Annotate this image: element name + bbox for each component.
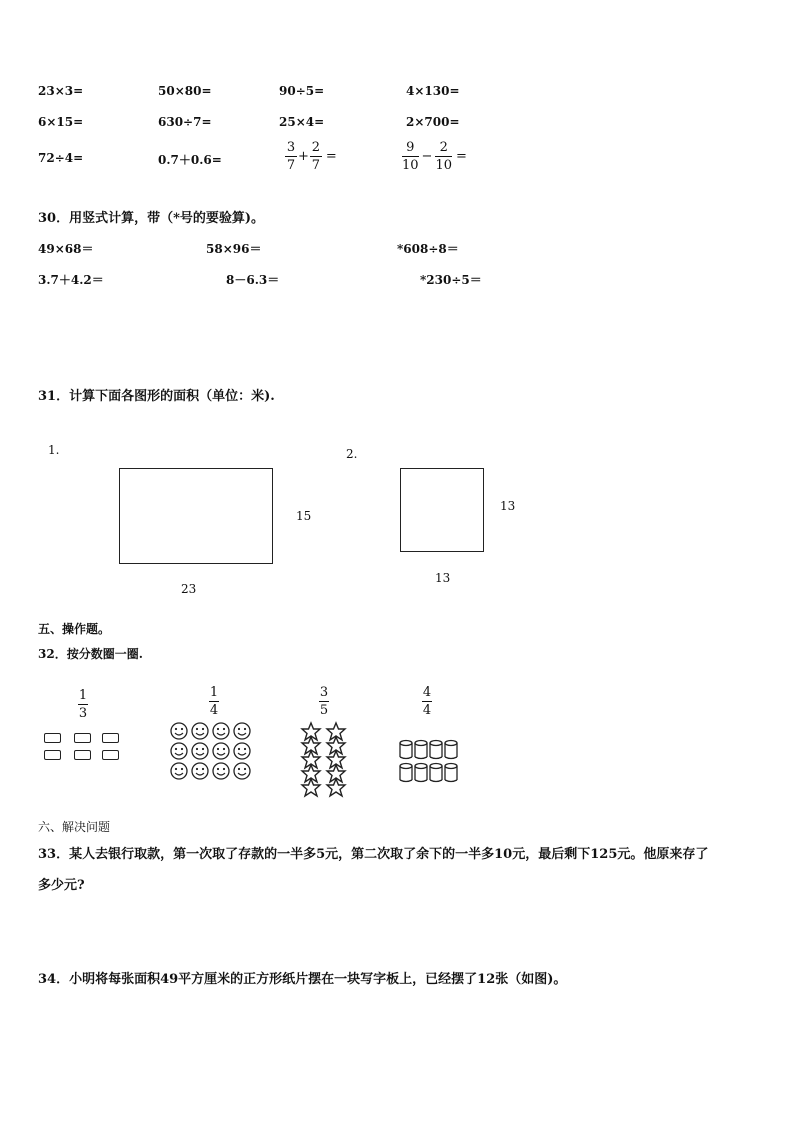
denominator: 5 — [319, 703, 329, 718]
rectangle-icon — [44, 733, 61, 743]
denominator: 7 — [311, 158, 321, 173]
cylinder-icon — [445, 741, 457, 759]
dimension-label: 23 — [181, 582, 197, 596]
section-heading: 五、操作题。 — [38, 622, 111, 636]
numerator: 3 — [286, 140, 296, 155]
smiley-icon — [192, 763, 208, 779]
calc-item: 72÷4= — [38, 151, 84, 165]
rectangle-icon — [74, 750, 91, 760]
fraction-label — [319, 685, 329, 718]
numerator: 9 — [406, 140, 415, 155]
equals: = — [325, 149, 337, 164]
smiley-icon — [234, 723, 250, 739]
calc-item: 58×96＝ — [206, 242, 262, 256]
dimension-label: 15 — [296, 509, 312, 523]
cylinder-icon — [400, 741, 412, 759]
smiley-icon — [192, 743, 208, 759]
calc-item: 0.7＋0.6= — [158, 153, 222, 167]
smiley-icon — [234, 763, 250, 779]
smiley-icon — [171, 763, 187, 779]
smiley-icon — [213, 743, 229, 759]
square-figure — [400, 468, 484, 552]
cylinder-icon — [415, 764, 427, 782]
calc-item: 3.7＋4.2＝ — [38, 273, 104, 287]
fraction-expression-2 — [401, 140, 467, 173]
numerator: 3 — [319, 685, 329, 700]
smiley-group — [168, 720, 254, 782]
figure-label: 1. — [48, 443, 60, 457]
question-title: 32．按分数圈一圈. — [38, 647, 143, 661]
fraction-label — [422, 685, 432, 718]
fraction-label — [78, 688, 88, 721]
calc-item: 25×4= — [279, 115, 325, 129]
numerator: 2 — [311, 140, 321, 155]
smiley-icon — [213, 763, 229, 779]
calc-item: 630÷7= — [158, 115, 212, 129]
fraction — [435, 140, 452, 173]
numerator: 4 — [422, 685, 432, 700]
numerator: 1 — [78, 688, 88, 703]
fraction-expression-1 — [284, 140, 337, 173]
fraction — [285, 140, 297, 173]
fraction — [310, 140, 322, 173]
question-text: 34．小明将每张面积49平方厘米的正方形纸片摆在一块写字板上，已经摆了12张（如图)。 — [38, 972, 567, 987]
cylinder-icon — [400, 764, 412, 782]
denominator: 3 — [78, 706, 88, 721]
calc-item: 49×68＝ — [38, 242, 94, 256]
operator: − — [421, 149, 433, 164]
cylinder-icon — [430, 764, 442, 782]
fraction — [402, 140, 419, 173]
question-title: 30．用竖式计算，带（*号的要验算)。 — [38, 211, 265, 226]
calc-item: 8－6.3＝ — [226, 273, 280, 287]
denominator: 4 — [422, 703, 432, 718]
calc-item: *230÷5＝ — [420, 273, 482, 287]
calc-item: 50×80= — [158, 84, 212, 98]
rectangle-icon — [74, 733, 91, 743]
dimension-label: 13 — [500, 499, 516, 513]
cylinder-group — [397, 738, 463, 786]
rectangle-icon — [44, 750, 61, 760]
cylinder-icon — [445, 764, 457, 782]
denominator: 10 — [435, 158, 452, 173]
section-heading: 六、解决问题 — [38, 820, 111, 834]
denominator: 4 — [209, 703, 219, 718]
star-group — [297, 722, 353, 798]
smiley-icon — [234, 743, 250, 759]
denominator: 7 — [286, 158, 296, 173]
smiley-icon — [192, 723, 208, 739]
calc-item: 6×15= — [38, 115, 84, 129]
calc-item: *608÷8＝ — [397, 242, 459, 256]
rectangle-figure — [119, 468, 273, 564]
smiley-icon — [171, 723, 187, 739]
figure-label: 2. — [346, 447, 358, 461]
question-text: 33．某人去银行取款，第一次取了存款的一半多5元，第二次取了余下的一半多10元，最后剩下125元。他原来存了 — [38, 847, 709, 862]
dimension-label: 13 — [435, 571, 451, 585]
cylinder-icon — [430, 741, 442, 759]
fraction-label — [209, 685, 219, 718]
operator: + — [298, 149, 309, 164]
smiley-icon — [171, 743, 187, 759]
question-text: 多少元? — [38, 878, 85, 893]
denominator: 10 — [402, 158, 419, 173]
calc-item: 2×700= — [406, 115, 460, 129]
rectangle-icon — [102, 750, 119, 760]
equals: = — [456, 149, 467, 164]
numerator: 1 — [209, 685, 219, 700]
calc-item: 4×130= — [406, 84, 460, 98]
rectangle-icon — [102, 733, 119, 743]
calc-item: 23×3= — [38, 84, 84, 98]
calc-item: 90÷5= — [279, 84, 325, 98]
cylinder-icon — [415, 741, 427, 759]
question-title: 31．计算下面各图形的面积（单位：米). — [38, 389, 275, 404]
numerator: 2 — [439, 140, 448, 155]
smiley-icon — [213, 723, 229, 739]
